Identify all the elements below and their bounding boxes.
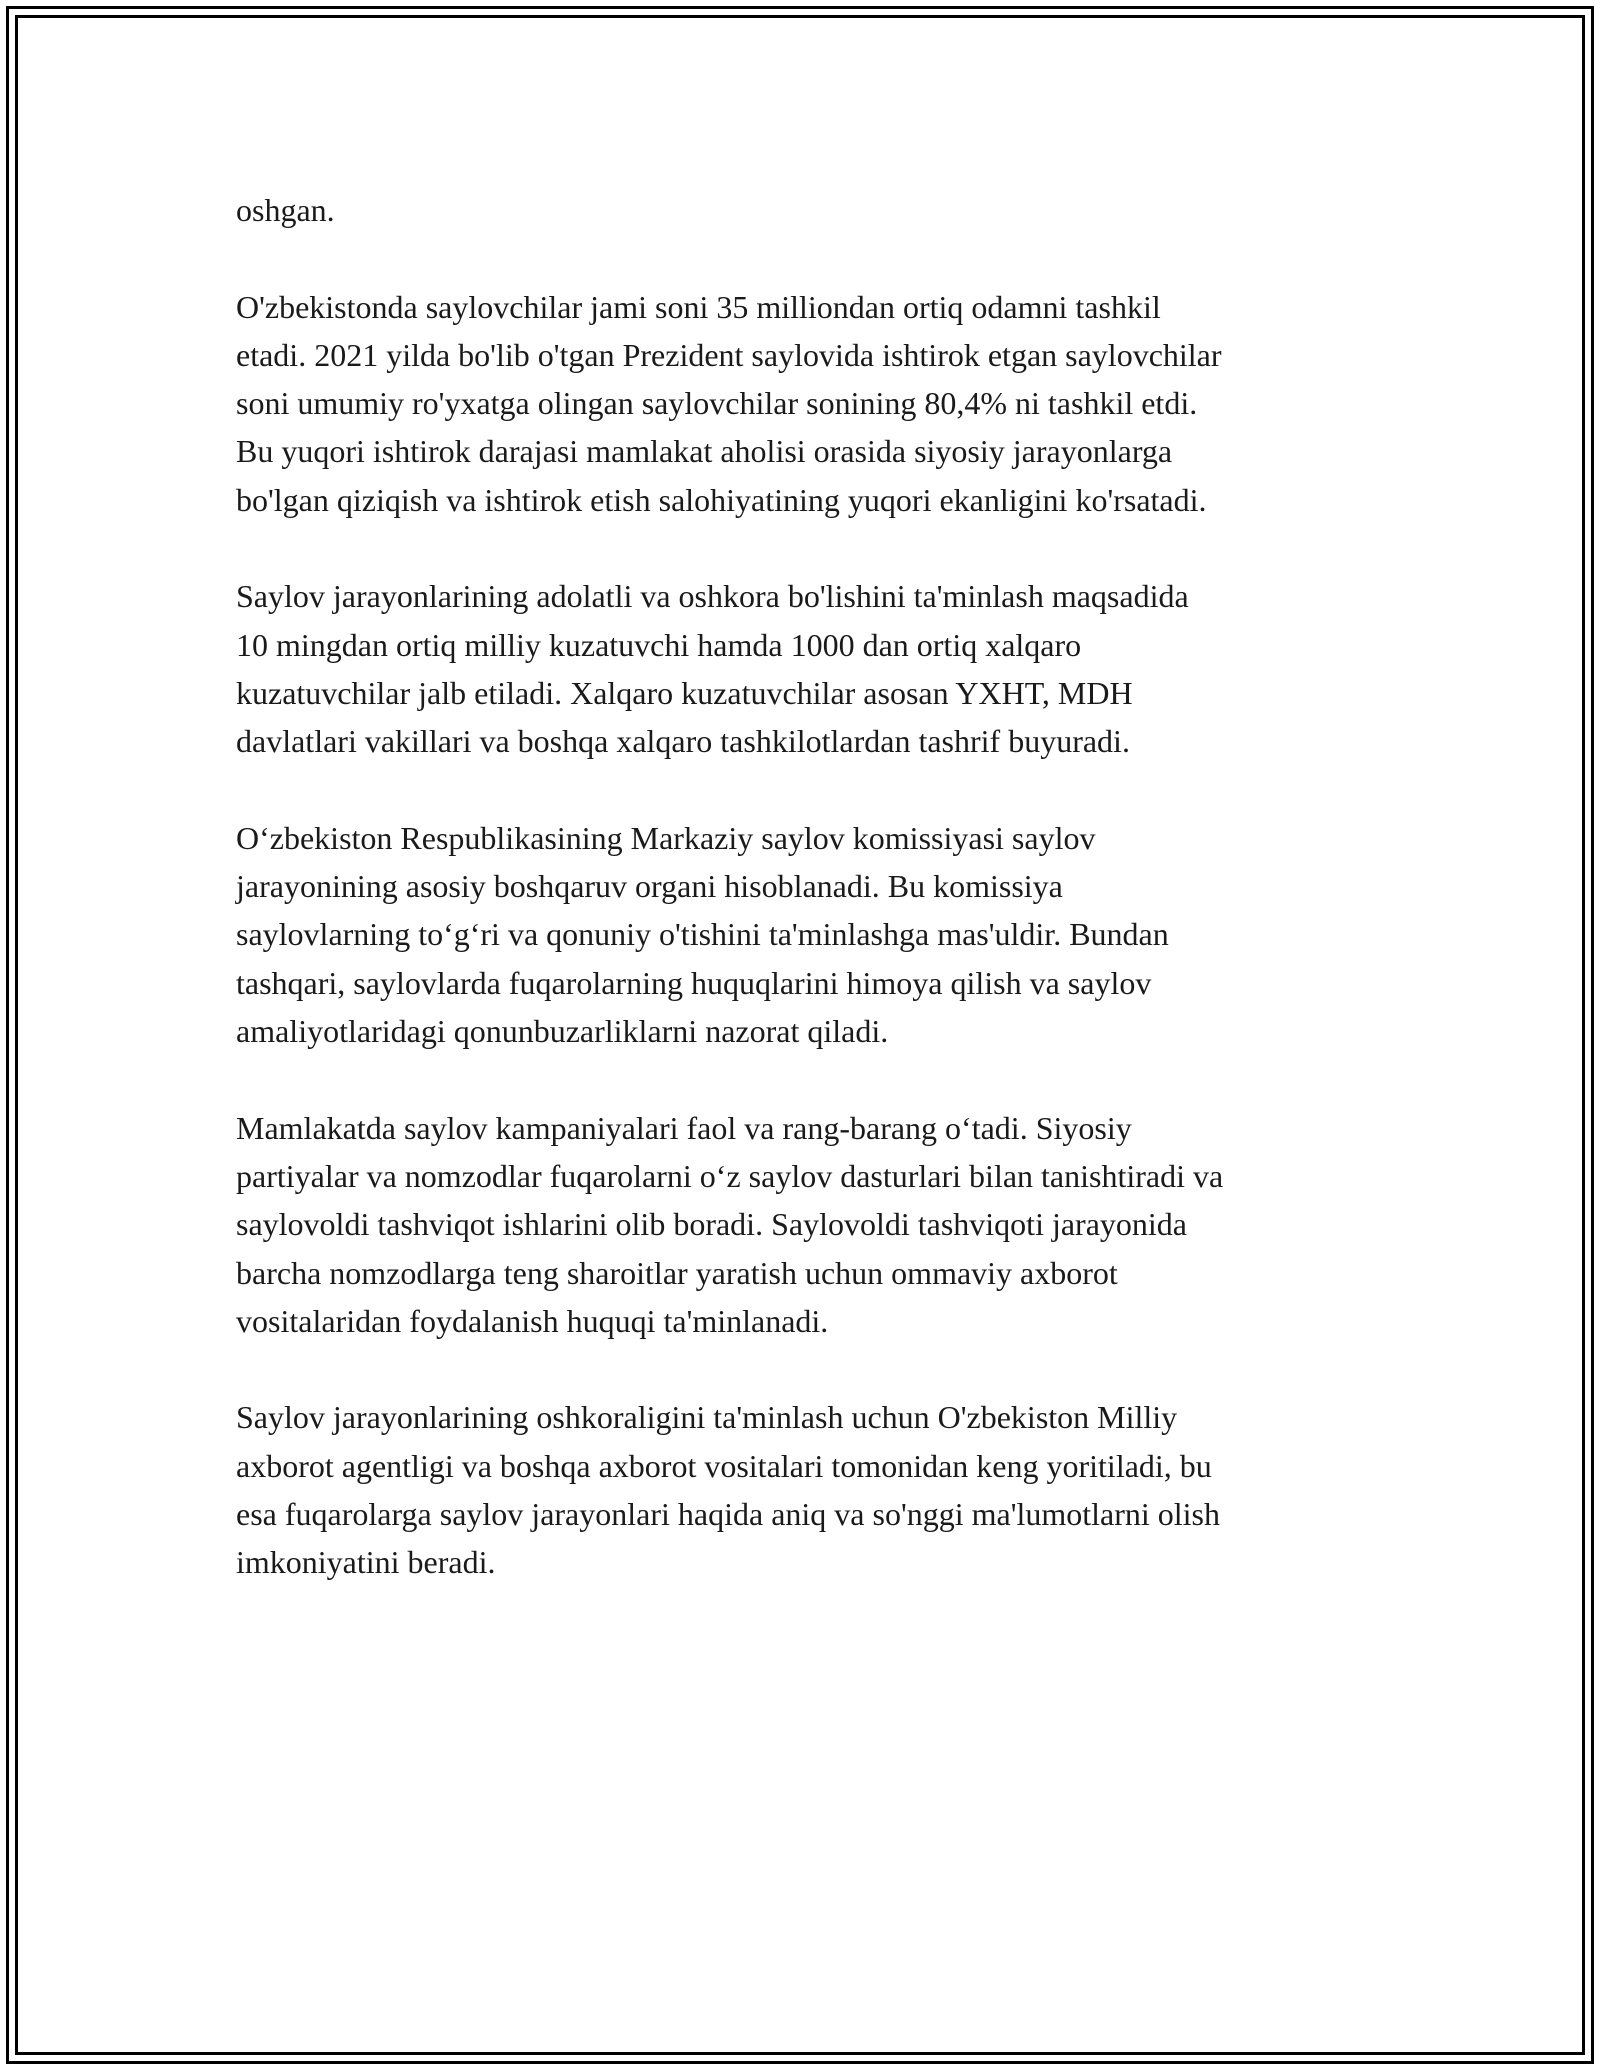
text-line: Bu yuqori ishtirok darajasi mamlakat aholisi orasida siyosiy jarayonlarga (236, 433, 1173, 470)
text-line: saylovlarning to‘g‘ri va qonuniy o'tishini ta'minlashga mas'uldir. Bundan (236, 916, 1169, 953)
text-line: Saylov jarayonlarining oshkoraligini ta'minlash uchun O'zbekiston Milliy (236, 1399, 1178, 1436)
text-line: saylovoldi tashviqot ishlarini olib boradi. Saylovoldi tashviqoti jarayonida (236, 1206, 1187, 1243)
text-line: imkoniyatini beradi. (236, 1544, 496, 1581)
text-line: amaliyotlaridagi qonunbuzarliklarni nazorat qiladi. (236, 1013, 889, 1050)
text-line: etadi. 2021 yilda bo'lib o'tgan Prezident saylovida ishtirok etgan saylovchilar (236, 336, 1222, 373)
text-line: bo'lgan qiziqish va ishtirok etish salohiyatining yuqori ekanligini ko'rsatadi. (236, 481, 1207, 518)
text-line: soni umumiy ro'yxatga olingan saylovchilar sonining 80,4% ni tashkil etdi. (236, 385, 1198, 422)
text-line: partiyalar va nomzodlar fuqarolarni o‘z saylov dasturlari bilan tanishtiradi va (236, 1157, 1224, 1194)
paragraph-5 (236, 1104, 1376, 1345)
text-line: kuzatuvchilar jalb etiladi. Xalqaro kuzatuvchilar asosan YXHT, MDH (236, 674, 1133, 711)
paragraph-2 (236, 283, 1376, 524)
paragraph-3 (236, 572, 1376, 765)
text-line: oshgan. (236, 192, 335, 228)
text-line: barcha nomzodlarga teng sharoitlar yaratish uchun ommaviy axborot (236, 1254, 1118, 1291)
paragraph-1 (236, 186, 1376, 234)
document-body (236, 186, 1376, 1635)
paragraph-4 (236, 814, 1376, 1055)
text-line: vositalaridan foydalanish huquqi ta'minlanadi. (236, 1302, 829, 1339)
text-line: axborot agentligi va boshqa axborot vositalari tomonidan keng yoritiladi, bu (236, 1447, 1212, 1484)
text-line: jarayonining asosiy boshqaruv organi hisoblanadi. Bu komissiya (236, 868, 1063, 905)
text-line: O'zbekistonda saylovchilar jami soni 35 milliondan ortiq odamni tashkil (236, 288, 1161, 325)
text-line: tashqari, saylovlarda fuqarolarning huquqlarini himoya qilish va saylov (236, 964, 1152, 1001)
text-line: O‘zbekiston Respublikasining Markaziy saylov komissiyasi saylov (236, 819, 1096, 856)
paragraph-6 (236, 1393, 1376, 1586)
text-line: 10 mingdan ortiq milliy kuzatuvchi hamda 1000 dan ortiq xalqaro (236, 626, 1082, 663)
text-line: Mamlakatda saylov kampaniyalari faol va rang-barang o‘tadi. Siyosiy (236, 1109, 1132, 1146)
text-line: esa fuqarolarga saylov jarayonlari haqida aniq va so'nggi ma'lumotlarni olish (236, 1496, 1220, 1533)
text-line: Saylov jarayonlarining adolatli va oshkora bo'lishini ta'minlash maqsadida (236, 578, 1189, 615)
text-line: davlatlari vakillari va boshqa xalqaro tashkilotlardan tashrif buyuradi. (236, 723, 1130, 760)
